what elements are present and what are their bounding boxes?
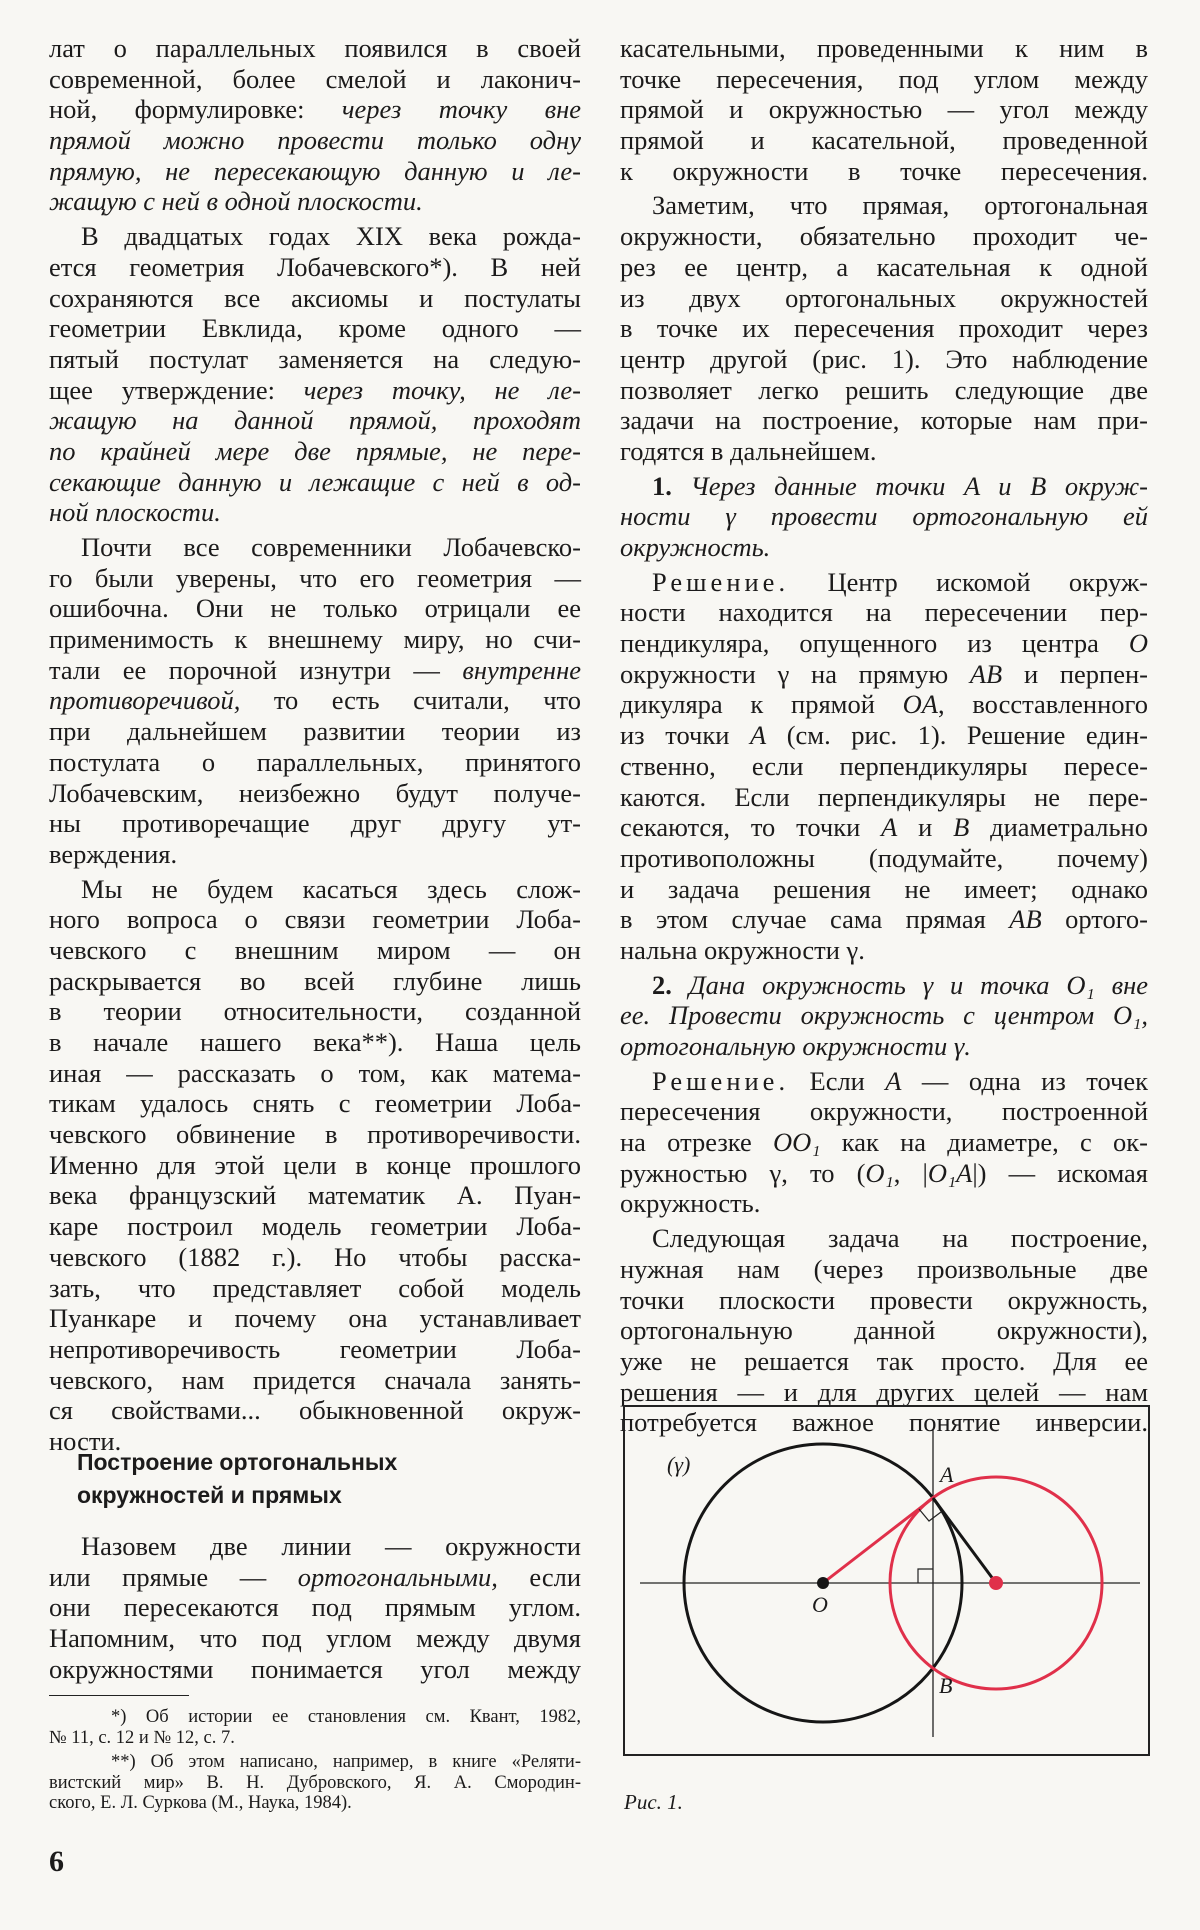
text: чевского с внешним миром — он bbox=[49, 934, 581, 965]
text: ного вопроса о связи геометрии Лоба- bbox=[49, 904, 581, 935]
text: пятый постулат заменяется на следую- bbox=[49, 343, 581, 374]
text: при дальнейшем развитии теории из bbox=[49, 716, 581, 747]
text: рез ее центр, а касательная к одной bbox=[620, 251, 1148, 282]
italic-text: A bbox=[881, 812, 898, 843]
text: ности находится на пересечении пер- bbox=[620, 597, 1148, 628]
text: позволяет легко решить следующие две bbox=[620, 374, 1148, 405]
bold-number: 2. bbox=[652, 969, 689, 1000]
italic-text: OO₁ bbox=[773, 1127, 821, 1158]
italic-text: ности γ провести ортогональную ей bbox=[620, 501, 1148, 532]
italic-text: противоречивой, bbox=[49, 685, 241, 716]
italic-text: O bbox=[1128, 628, 1148, 659]
text: Почти все современники Лобачевско- bbox=[81, 532, 581, 562]
figure-label-O: O bbox=[812, 1592, 828, 1617]
text: **) Об этом написано, например, в книге «Реляти- bbox=[111, 1752, 581, 1772]
figure-label-gamma: (γ) bbox=[667, 1452, 691, 1477]
text: решения — и для других целей — нам bbox=[620, 1376, 1148, 1407]
italic-text: прямую, не пересекающую данную и ле- bbox=[49, 155, 581, 186]
italic-text: AB bbox=[969, 658, 1003, 689]
radius-O1A bbox=[933, 1498, 996, 1583]
text: тикам удалось снять с геометрии Лоба- bbox=[49, 1088, 581, 1119]
text: ся свойствами... обыкновенной окруж- bbox=[49, 1395, 581, 1426]
spaced-label: Решение. bbox=[652, 566, 790, 597]
text: ружностью γ, то ( bbox=[620, 1157, 866, 1188]
text: и задача решения не имеет; однако bbox=[620, 873, 1148, 904]
text: Мы не будем касаться здесь слож- bbox=[81, 873, 581, 904]
text: они пересекаются под прямым углом. bbox=[49, 1592, 581, 1623]
italic-text: через точку, не ле- bbox=[303, 374, 581, 405]
text: иная — рассказать о том, как матема- bbox=[49, 1057, 581, 1088]
italic-text: A bbox=[749, 720, 767, 751]
spaced-label: Решение. bbox=[652, 1065, 790, 1096]
radius-OA bbox=[823, 1498, 933, 1583]
text: В двадцатых годах XIX века рожда- bbox=[81, 221, 581, 252]
text: окружности γ на прямую bbox=[620, 658, 970, 689]
text: уже не решается так просто. Для ее bbox=[620, 1345, 1148, 1376]
text: — одна из точек bbox=[901, 1065, 1149, 1096]
italic-text: ортогональными, bbox=[297, 1561, 498, 1592]
italic-text: через точку вне bbox=[341, 94, 581, 125]
text: (см. рис. 1). Решение един- bbox=[766, 720, 1148, 751]
text: чевского, нам придется сначала занять- bbox=[49, 1364, 581, 1395]
text: постулата о параллельных, принятого bbox=[49, 746, 581, 777]
figure-label-A: A bbox=[940, 1462, 954, 1487]
text: ной, формулировке: bbox=[49, 94, 342, 125]
text: ского, Е. Л. Суркова (М., Наука, 1984). bbox=[49, 1793, 352, 1813]
text: пендикуляра, опущенного из центра bbox=[620, 628, 1129, 659]
text: ортого- bbox=[1041, 904, 1148, 935]
text: непротиворечивость геометрии Лоба- bbox=[49, 1333, 581, 1364]
text: каре построил модель геометрии Лоба- bbox=[49, 1211, 581, 1242]
text: Назовем две линии — окружности bbox=[81, 1531, 581, 1561]
text: |) — искомая bbox=[972, 1157, 1148, 1188]
italic-text: ортогональную окружности γ. bbox=[620, 1031, 971, 1061]
text: секаются, то точки bbox=[620, 812, 882, 843]
text: касательными, проведенными к ним в bbox=[620, 33, 1148, 63]
italic-text: B bbox=[953, 812, 970, 843]
text: применимость к внешнему миру, но счи- bbox=[49, 624, 581, 655]
text: диаметрально bbox=[969, 812, 1148, 843]
text: из двух ортогональных окружностей bbox=[620, 282, 1148, 313]
text: нальна окружности γ. bbox=[620, 934, 865, 965]
right-angle-mark-axis bbox=[918, 1569, 933, 1583]
text: на отрезке bbox=[620, 1127, 774, 1158]
page-number: 6 bbox=[49, 1845, 64, 1878]
text: окружность. bbox=[620, 1188, 761, 1219]
text: зать, что представляет собой модель bbox=[49, 1272, 581, 1303]
text: если bbox=[497, 1561, 581, 1592]
italic-text: по крайней мере две прямые, не пере- bbox=[49, 435, 581, 466]
text: , | bbox=[893, 1157, 928, 1188]
section-heading-line: Построение ортогональных bbox=[77, 1449, 398, 1475]
text: вистский мир» В. Н. Дубровского, Я. А. Смородин- bbox=[49, 1772, 581, 1793]
italic-text: OA bbox=[902, 689, 938, 720]
text: потребуется важное понятие инверсии. bbox=[620, 1407, 1148, 1438]
text: , восставленного bbox=[937, 689, 1149, 720]
text: прямой и касательной, проведенной bbox=[620, 125, 1148, 156]
text: пересечения окружности, построенной bbox=[620, 1096, 1148, 1127]
text: в точке их пересечения проходит через bbox=[620, 313, 1148, 344]
italic-text: AB bbox=[1009, 904, 1042, 935]
italic-text: окружность. bbox=[620, 532, 771, 562]
text: го были уверены, что его геометрия — bbox=[49, 562, 581, 593]
bold-number: 1. bbox=[652, 470, 691, 501]
text: годятся в дальнейшем. bbox=[620, 435, 877, 466]
text: в теории относительности, созданной bbox=[49, 996, 581, 1027]
italic-text: жащую с ней в одной плоскости. bbox=[49, 186, 423, 217]
text: ны противоречащие друг другу ут- bbox=[49, 808, 581, 839]
italic-text: O₁A bbox=[927, 1157, 973, 1188]
figure-label-B: B bbox=[939, 1673, 953, 1698]
text: Лобачевским, неизбежно будут получе- bbox=[49, 777, 581, 808]
text: Именно для этой цели в конце прошлого bbox=[49, 1149, 581, 1180]
text: № 11, с. 12 и № 12, с. 7. bbox=[49, 1727, 235, 1748]
text: окружности, обязательно проходит че- bbox=[620, 221, 1148, 252]
text: из точки bbox=[620, 720, 750, 751]
text: щее утверждение: bbox=[49, 374, 304, 405]
text: и bbox=[897, 812, 954, 843]
text: Заметим, что прямая, ортогональная bbox=[652, 190, 1148, 221]
italic-text: Через данные точки A и B окруж- bbox=[690, 470, 1149, 501]
text: нужная нам (через произвольные две bbox=[620, 1253, 1148, 1284]
text: сохраняются все аксиомы и постулаты bbox=[49, 282, 581, 313]
center-O-point bbox=[817, 1577, 829, 1589]
right-angle-mark-A bbox=[919, 1509, 941, 1521]
italic-text: жащую на данной прямой, проходят bbox=[49, 405, 581, 436]
text: Пуанкаре и почему она устанавливает bbox=[49, 1303, 581, 1334]
text: центр другой (рис. 1). Это наблюдение bbox=[620, 343, 1148, 374]
italic-text: внутренне bbox=[462, 654, 581, 685]
text: ности. bbox=[49, 1425, 122, 1456]
text: окружностями понимается угол между bbox=[49, 1653, 581, 1684]
text: ортогональную данной окружности), bbox=[620, 1315, 1148, 1346]
text: или прямые — bbox=[49, 1561, 298, 1592]
text: современной, более смелой и лаконич- bbox=[49, 63, 581, 94]
text: лат о параллельных появился в своей bbox=[49, 33, 581, 63]
text: *) Об истории ее становления см. Квант, 1982, bbox=[111, 1707, 581, 1727]
italic-text: прямой можно провести только одну bbox=[49, 125, 581, 156]
text: ственно, если перпендикуляры пересе- bbox=[620, 750, 1148, 781]
italic-text: ее. Провести окружность с центром O₁, bbox=[620, 1000, 1148, 1031]
text: чевского (1882 г.). Но чтобы расска- bbox=[49, 1241, 581, 1272]
italic-text: секающие данную и лежащие с ней в од- bbox=[49, 466, 581, 497]
text: геометрии Евклида, кроме одного — bbox=[49, 313, 581, 344]
text: противоположны (подумайте, почему) bbox=[620, 842, 1148, 873]
text: Следующая задача на построение, bbox=[652, 1223, 1148, 1254]
text: верждения. bbox=[49, 838, 178, 869]
text: чевского обвинение в противоречивости. bbox=[49, 1119, 581, 1150]
text: Напомним, что под углом между двумя bbox=[49, 1623, 581, 1654]
text: прямой и окружностью — угол между bbox=[620, 94, 1148, 125]
figure-caption: Рис. 1. bbox=[624, 1790, 683, 1814]
text: Если bbox=[789, 1065, 886, 1096]
text: тали ее порочной изнутри — bbox=[49, 654, 463, 685]
text: раскрывается во всей глубине лишь bbox=[49, 965, 581, 996]
text: точке пересечения, под углом между bbox=[620, 63, 1148, 94]
text: дикуляра к прямой bbox=[620, 689, 903, 720]
italic-text: ной плоскости. bbox=[49, 497, 221, 528]
text: и перпен- bbox=[1002, 658, 1148, 689]
italic-text: Дана окружность γ и точка O₁ вне bbox=[688, 969, 1148, 1000]
text: в начале нашего века**). Наша цель bbox=[49, 1027, 581, 1057]
italic-text: A bbox=[885, 1065, 902, 1096]
center-O1-point bbox=[989, 1576, 1003, 1590]
text: к окружности в точке пересечения. bbox=[620, 155, 1148, 186]
text: как на диаметре, с ок- bbox=[820, 1127, 1148, 1158]
text: каются. Если перпендикуляры не пере- bbox=[620, 781, 1148, 812]
text: то есть считали, что bbox=[240, 685, 581, 716]
text: ется геометрия Лобачевского*). В ней bbox=[49, 251, 581, 282]
text: задачи на построение, которые нам при- bbox=[620, 405, 1148, 436]
text: в этом случае сама прямая bbox=[620, 904, 1010, 935]
text: Центр искомой окруж- bbox=[789, 566, 1148, 597]
text: ошибочна. Они не только отрицали ее bbox=[49, 593, 581, 624]
text: точки плоскости провести окружность, bbox=[620, 1284, 1148, 1315]
italic-text: O₁ bbox=[865, 1157, 894, 1188]
section-heading-line: окружностей и прямых bbox=[77, 1482, 342, 1508]
text: века французский математик А. Пуан- bbox=[49, 1180, 581, 1211]
